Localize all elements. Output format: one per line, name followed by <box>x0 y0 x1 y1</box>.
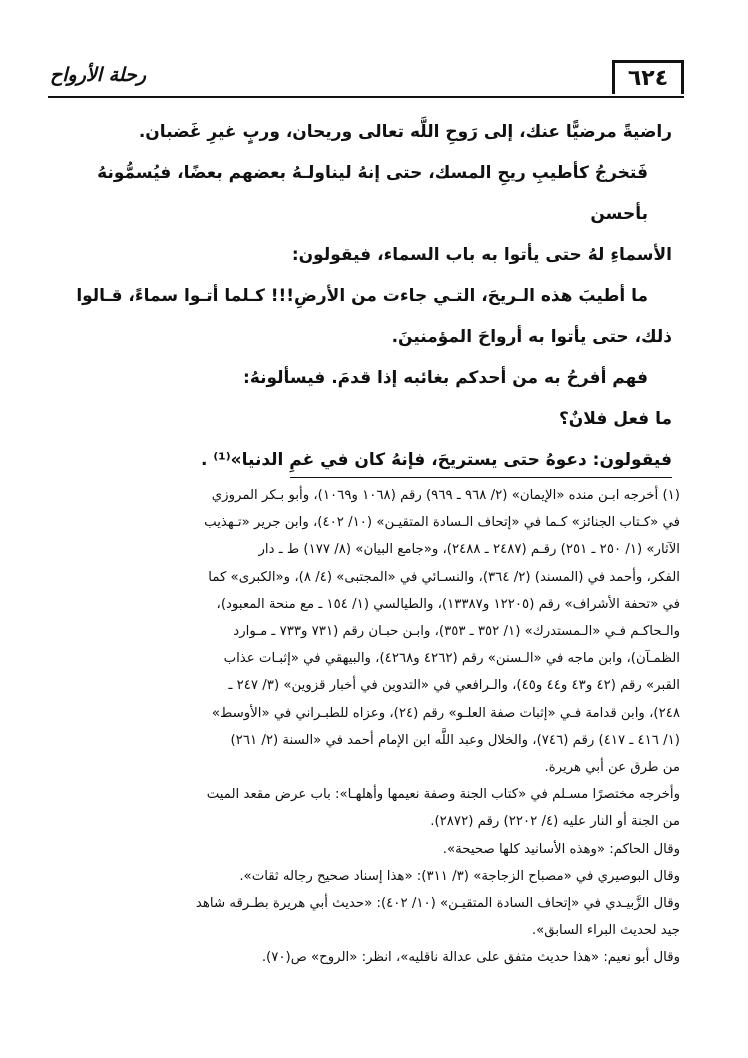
page-header <box>48 62 684 98</box>
main-line: فَتخرجُ كأطيبِ ريحِ المسك، حتى إنهُ ليناولـهُ بعضهم بعضًا، فيُسمُّونهُ بأحسن <box>97 163 648 224</box>
main-line: فيقولون: دعوهُ حتى يستريحَ، فإنهُ كان في غمِ الدنيا»⁽¹⁾ . <box>201 450 672 470</box>
main-text <box>60 112 672 481</box>
footnote-line: جيد لحديث البراء السابق». <box>531 923 680 939</box>
footnote-separator <box>290 477 672 478</box>
footnote-line: من طرق عن أبي هريرة. <box>544 760 680 776</box>
main-line: ذلك، حتى يأتوا به أرواحَ المؤمنينَ. <box>391 327 672 347</box>
main-line: ما أطيبَ هذه الـريحَ، التـي جاءت من الأرضِ!!! كـلما أتـوا سماءً، قـالوا <box>76 286 648 306</box>
footnotes <box>60 482 680 972</box>
footnote-line: الفكر، وأحمد في (المسند) (٢/ ٣٦٤)، والنسـائي في «المجتبى» (٤/ ٨)، و«الكبرى» كما <box>208 569 680 585</box>
main-line: الأسماءِ لهُ حتى يأتوا به باب السماء، فيقولون: <box>291 245 672 265</box>
footnote-line: وقال البوصيري في «مصباح الزجاجة» (٣/ ٣١١): «هذا إسناد صحيح رجاله ثقات». <box>239 868 680 884</box>
footnote-line: وقال الزَّبيـدي في «إتحاف السادة المتقيـن» (١٠/ ٤٠٢): «حديث أبي هريرة بطـرقه شاهد <box>195 896 680 912</box>
footnote-line: وقال أبو نعيم: «هذا حديث متفق على عدالة ناقليه»، انظر: «الروح» ص(٧٠). <box>261 950 680 966</box>
main-line: فهم أفرحُ به من أحدكم بغائبه إذا قدمَ. فيسألونهُ: <box>243 368 648 388</box>
footnote-line: وأخرجه مختصرًا مسـلم في «كتاب الجنة وصفة نعيمها وأهلهـا»: باب عرض مقعد الميت <box>206 787 680 803</box>
page-number: ٦٢٤ <box>612 60 684 94</box>
footnote-line: الآثار» (١/ ٢٥٠ ـ ٢٥١) رقـم (٢٤٨٧ ـ ٢٤٨٨)، و«جامع البيان» (٨/ ١٧٧) ط ـ دار <box>258 542 680 558</box>
footnote-line: ٢٤٨)، وابن قدامة فـي «إثبات صفة العلـو» رقم (٢٤)، وعزاه للطبـراني في «الأوسط» <box>211 705 680 721</box>
main-line: ما فعل فلانٌ؟ <box>558 409 672 429</box>
footnote-line: في «كـتاب الجنائز» كـما في «إتحاف الـسادة المتقيـن» (١٠/ ٤٠٢)، وابن جرير «تـهذيب <box>204 515 680 531</box>
footnote-line: في «تحفة الأشراف» رقم (١٢٢٠٥ و١٣٣٨٧)، والطيالسي (١/ ١٥٤ ـ مع منحة المعبود)، <box>216 596 680 612</box>
footnote-line: والـحاكـم فـي «الـمستدرك» (١/ ٣٥٢ ـ ٣٥٣)، وابـن حبـان رقم (٧٣١ و٧٣٣ ـ مـوارد <box>233 624 680 640</box>
footnote-line: من الجنة أو النار عليه (٤/ ٢٢٠٢) رقم (٢٨٧٢). <box>430 814 680 830</box>
main-line: راضيةً مرضيًّا عنك، إلى رَوحِ اللَّه تعالى وريحان، وربٍ غيرِ غَضبان. <box>138 122 672 142</box>
book-title: رحلة الأرواح <box>50 64 147 86</box>
footnote-line: (١/ ٤١٦ ـ ٤١٧) رقم (٧٤٦)، والخلال وعبد اللَّه ابن الإمام أحمد في «السنة (٢/ ٢٦١) <box>230 732 680 748</box>
footnote-line: القبر» رقم (٤٢ و٤٣ و٤٤ و٤٥)، والـرافعي في «التدوين في أخبار قزوين» (٣/ ٢٤٧ ـ <box>228 678 680 694</box>
footnote-line: الظمـآن)، وابن ماجه في «الـسنن» رقم (٤٢٦٢ و٤٢٦٨)، والبيهقي في «إثبـات عذاب <box>223 651 680 667</box>
footnote-line: وقال الحاكم: «وهذه الأسانيد كلها صحيحة». <box>442 841 680 857</box>
footnote-line: (١) أخرجه ابـن منده «الإيمان» (٢/ ٩٦٨ ـ ٩٦٩) رقم (١٠٦٨ و١٠٦٩)، وأبو بـكر المروزي <box>211 488 680 503</box>
